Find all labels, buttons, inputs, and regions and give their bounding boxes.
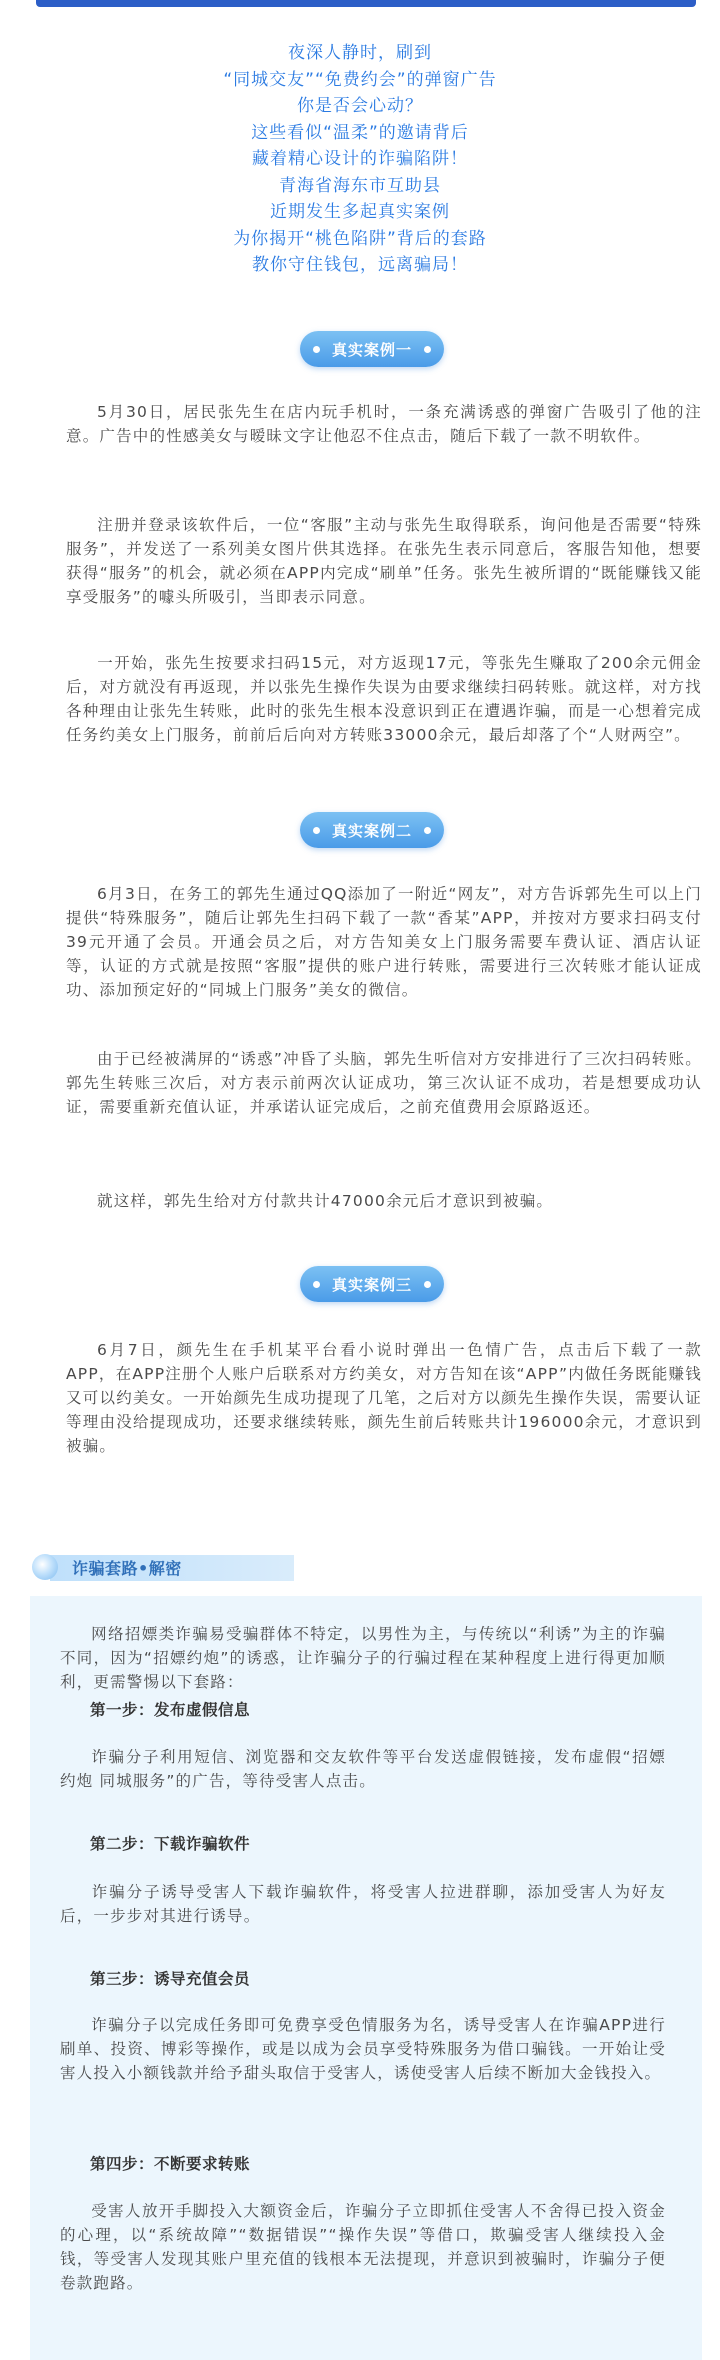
case-3-title: 真实案例三 xyxy=(331,1275,412,1294)
intro-line: 这些看似“温柔”的邀请背后 xyxy=(251,122,469,143)
analysis-heading: 诈骗套路•解密 xyxy=(72,1559,182,1578)
case-1-paragraph-3: 一开始，张先生按要求扫码15元，对方返现17元，等张先生赚取了200余元佣金后，对方就没有再返现，并以张先生操作失误为由要求继续扫码转账。就这样，对方找各种理由让张先生转账，此时的张先生根本没意识到正在遭遇诈骗，而是一心想着完成任务约美女上门服务，前前后后向对方转账33000余元，最后却落了个“人财两空”。 xyxy=(66,654,702,744)
intro-line: 青海省海东市互助县 xyxy=(279,175,441,196)
dot-icon xyxy=(313,827,320,834)
step-2-title: 第二步：下载诈骗软件 xyxy=(90,1835,251,1853)
analysis-intro: 网络招嫖类诈骗易受骗群体不特定，以男性为主，与传统以“利诱”为主的诈骗不同，因为“招嫖约炮”的诱惑，让诈骗分子的行骗过程在某种程度上进行得更加顺利，更需警惕以下套路： xyxy=(60,1625,666,1691)
step-4-text: 受害人放开手脚投入大额资金后，诈骗分子立即抓住受害人不舍得已投入资金的心理，以“系统故障”“数据错误”“操作失误”等借口，欺骗受害人继续投入金钱，等受害人发现其账户里充值的钱根本无法提现，并意识到被骗时，诈骗分子便卷款跑路。 xyxy=(60,2202,666,2292)
case-2-paragraph-2: 由于已经被满屏的“诱惑”冲昏了头脑，郭先生听信对方安排进行了三次扫码转账。郭先生转账三次后，对方表示前两次认证成功，第三次认证不成功，若是想要成功认证，需要重新充值认证，并承诺认证完成后，之前充值费用会原路返还。 xyxy=(66,1050,702,1116)
intro-text xyxy=(0,40,720,279)
case-2-paragraph-3: 就这样，郭先生给对方付款共计47000余元后才意识到被骗。 xyxy=(97,1192,554,1210)
dot-icon xyxy=(424,346,431,353)
intro-line: 为你揭开“桃色陷阱”背后的套路 xyxy=(233,228,487,249)
case-3-paragraph-1: 6月7日，颜先生在手机某平台看小说时弹出一色情广告，点击后下载了一款APP，在APP注册个人账户后联系对方约美女，对方告知在该“APP”内做任务既能赚钱又可以约美女。一开始颜先生成功提现了几笔，之后对方以颜先生操作失误，需要认证等理由没给提现成功，还要求继续转账，颜先生前后转账共计196000余元，才意识到被骗。 xyxy=(66,1341,702,1455)
intro-line: “同城交友”“免费约会”的弹窗广告 xyxy=(223,69,497,90)
case-2-paragraph-1: 6月3日，在务工的郭先生通过QQ添加了一附近“网友”，对方告诉郭先生可以上门提供“特殊服务”，随后让郭先生扫码下载了一款“香某”APP，并按对方要求扫码支付39元开通了会员。开通会员之后，对方告知美女上门服务需要车费认证、酒店认证等，认证的方式就是按照“客服”提供的账户进行转账，需要进行三次转账才能认证成功、添加预定好的“同城上门服务”美女的微信。 xyxy=(66,885,702,999)
step-3-text: 诈骗分子以完成任务即可免费享受色情服务为名，诱导受害人在诈骗APP进行刷单、投资、博彩等操作，或是以成为会员享受特殊服务为借口骗钱。一开始让受害人投入小额钱款并给予甜头取信于受害人，诱使受害人后续不断加大金钱投入。 xyxy=(60,2016,666,2082)
analysis-heading-banner xyxy=(30,1550,294,1586)
case-3-title-badge xyxy=(300,1266,444,1302)
dot-icon xyxy=(424,1281,431,1288)
case-2-title-badge xyxy=(300,812,444,848)
dot-icon xyxy=(313,346,320,353)
step-2-text: 诈骗分子诱导受害人下载诈骗软件，将受害人拉进群聊，添加受害人为好友后，一步步对其进行诱导。 xyxy=(60,1883,666,1925)
case-1-paragraph-1: 5月30日，居民张先生在店内玩手机时，一条充满诱惑的弹窗广告吸引了他的注意。广告中的性感美女与暧昧文字让他忍不住点击，随后下载了一款不明软件。 xyxy=(66,403,702,445)
dot-icon xyxy=(313,1281,320,1288)
intro-line: 近期发生多起真实案例 xyxy=(270,202,450,222)
case-2-title: 真实案例二 xyxy=(331,821,412,840)
step-3-title: 第三步：诱导充值会员 xyxy=(90,1970,251,1988)
step-4-title: 第四步：不断要求转账 xyxy=(90,2155,251,2173)
intro-line: 藏着精心设计的诈骗陷阱！ xyxy=(252,149,468,169)
case-1-paragraph-2: 注册并登录该软件后，一位“客服”主动与张先生取得联系，询问他是否需要“特殊服务”，并发送了一系列美女图片供其选择。在张先生表示同意后，客服告知他，想要获得“服务”的机会，就必须在APP内完成“刷单”任务。张先生被所谓的“既能赚钱又能享受服务”的噱头所吸引，当即表示同意。 xyxy=(66,516,702,606)
intro-line: 你是否会心动？ xyxy=(297,96,423,116)
intro-line: 教你守住钱包，远离骗局！ xyxy=(252,255,468,275)
bullet-circle-icon xyxy=(32,1554,58,1580)
step-1-text: 诈骗分子利用短信、浏览器和交友软件等平台发送虚假链接，发布虚假“招嫖约炮 同城服务”的广告，等待受害人点击。 xyxy=(60,1748,666,1790)
dot-icon xyxy=(424,827,431,834)
case-1-title-badge xyxy=(300,331,444,367)
case-1-title: 真实案例一 xyxy=(331,340,412,359)
top-decoration-bar xyxy=(36,0,696,7)
step-1-title: 第一步：发布虚假信息 xyxy=(90,1701,251,1719)
intro-line: 夜深人静时，刷到 xyxy=(288,43,432,63)
